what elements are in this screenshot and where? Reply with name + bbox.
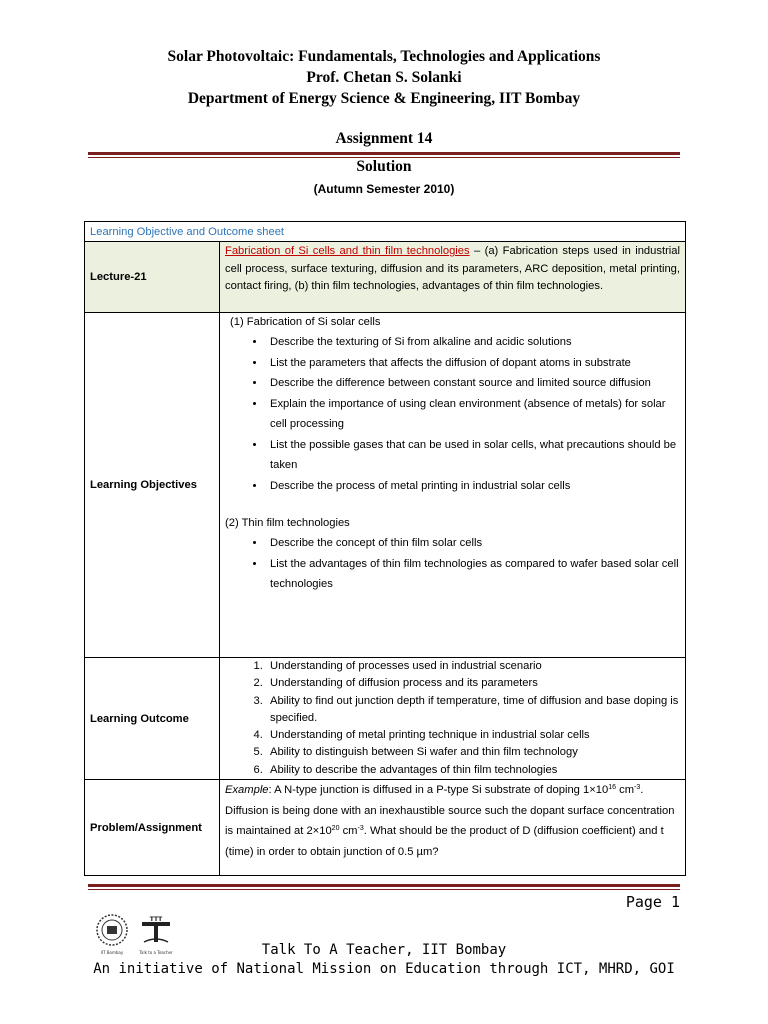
- semester-label: (Autumn Semester 2010): [313, 182, 455, 196]
- professor-name: Prof. Chetan S. Solanki: [306, 69, 462, 86]
- iit-bombay-caption: IIT Bombay: [100, 950, 124, 955]
- list-item: 3. Ability to find out junction depth if temperature, time of diffusion and base doping is specified.: [266, 693, 680, 728]
- list-item: • Explain the importance of using clean environment (absence of metals) for solar cell processing: [266, 394, 680, 435]
- objectives-section2-list: [225, 533, 680, 595]
- ttt-caption: Talk to a Teacher: [139, 950, 173, 955]
- list-item: • List the possible gases that can be used in solar cells, what precautions should be taken: [266, 435, 680, 476]
- list-item: • Describe the process of metal printing in industrial solar cells: [266, 476, 680, 497]
- list-item: 2. Understanding of diffusion process and its parameters: [266, 675, 680, 692]
- list-item: • Describe the concept of thin film solar cells: [266, 533, 680, 554]
- list-item: • Describe the texturing of Si from alkaline and acidic solutions: [266, 332, 680, 353]
- problem-cell: [220, 780, 686, 876]
- assignment-title: Assignment 14: [335, 130, 433, 147]
- lecture-description-block: [225, 242, 680, 296]
- table-caption: Learning Objective and Outcome sheet: [85, 222, 686, 242]
- document-header: [0, 46, 768, 109]
- objectives-section1-title: (1) Fabrication of Si solar cells: [230, 316, 381, 328]
- objectives-section1-list: [225, 332, 680, 496]
- course-title: Solar Photovoltaic: Fundamentals, Technologies and Applications: [167, 48, 601, 65]
- footer-line-2: An initiative of National Mission on Education through ICT, MHRD, GOI: [93, 961, 675, 977]
- list-item: • List the advantages of thin film technologies as compared to wafer based solar cell technologies: [266, 554, 680, 595]
- outcome-cell: [220, 658, 686, 780]
- objectives-row: [85, 313, 686, 658]
- outcome-list: [225, 658, 680, 779]
- table-caption-row: [85, 222, 686, 242]
- department-name: Department of Energy Science & Engineering, IIT Bombay: [187, 90, 581, 107]
- outcome-row: [85, 658, 686, 780]
- footer-line-1: Talk To A Teacher, IIT Bombay: [261, 942, 507, 958]
- list-item: 1. Understanding of processes used in industrial scenario: [266, 658, 680, 675]
- problem-row: [85, 780, 686, 876]
- problem-text: Example: A N-type junction is diffused in a P-type Si substrate of doping $1\times 10^{16}$ $cm^{-3}$. Diffusion is being done with an inexhaustible source such the dopant surface concentration is maintained at $2\times 10^{20}$ $cm^{-3}$. What should be the product of D (diffusion coefficient) and t (time) in order to obtain junction of 0.5 µm?: [225, 784, 675, 858]
- ttt-mark: TTT: [149, 916, 163, 923]
- lecture-label: Lecture-21: [85, 242, 220, 313]
- list-item: 5. Ability to distinguish between Si wafer and thin film technology: [266, 744, 680, 761]
- example-label: Example: [225, 784, 269, 797]
- lecture-cell: [220, 242, 686, 313]
- lecture-description: – (a) Fabrication steps used in industrial cell process, surface texturing, diffusion and its parameters, ARC deposition, metal printing, contact firing, (b) thin film technologies, advantages of thin film technologies.: [225, 245, 680, 292]
- list-item: • List the parameters that affects the diffusion of dopant atoms in substrate: [266, 353, 680, 374]
- objectives-label: Learning Objectives: [85, 313, 220, 658]
- lecture-row: [85, 242, 686, 313]
- outcome-label: Learning Outcome: [85, 658, 220, 780]
- list-item: 4. Understanding of metal printing technique in industrial solar cells: [266, 727, 680, 744]
- objectives-cell: [220, 313, 686, 658]
- objectives-section2-title: (2) Thin film technologies: [225, 517, 350, 529]
- problem-label: Problem/Assignment: [85, 780, 220, 876]
- solution-title: Solution: [356, 158, 412, 175]
- outcome-sheet-table: [84, 221, 686, 876]
- bottom-divider: [88, 884, 680, 890]
- list-item: • Describe the difference between constant source and limited source diffusion: [266, 373, 680, 394]
- lecture-topic: Fabrication of Si cells and thin film technologies: [225, 245, 470, 257]
- list-item: 6. Ability to describe the advantages of thin film technologies: [266, 762, 680, 779]
- page-number: Page 1: [625, 893, 680, 911]
